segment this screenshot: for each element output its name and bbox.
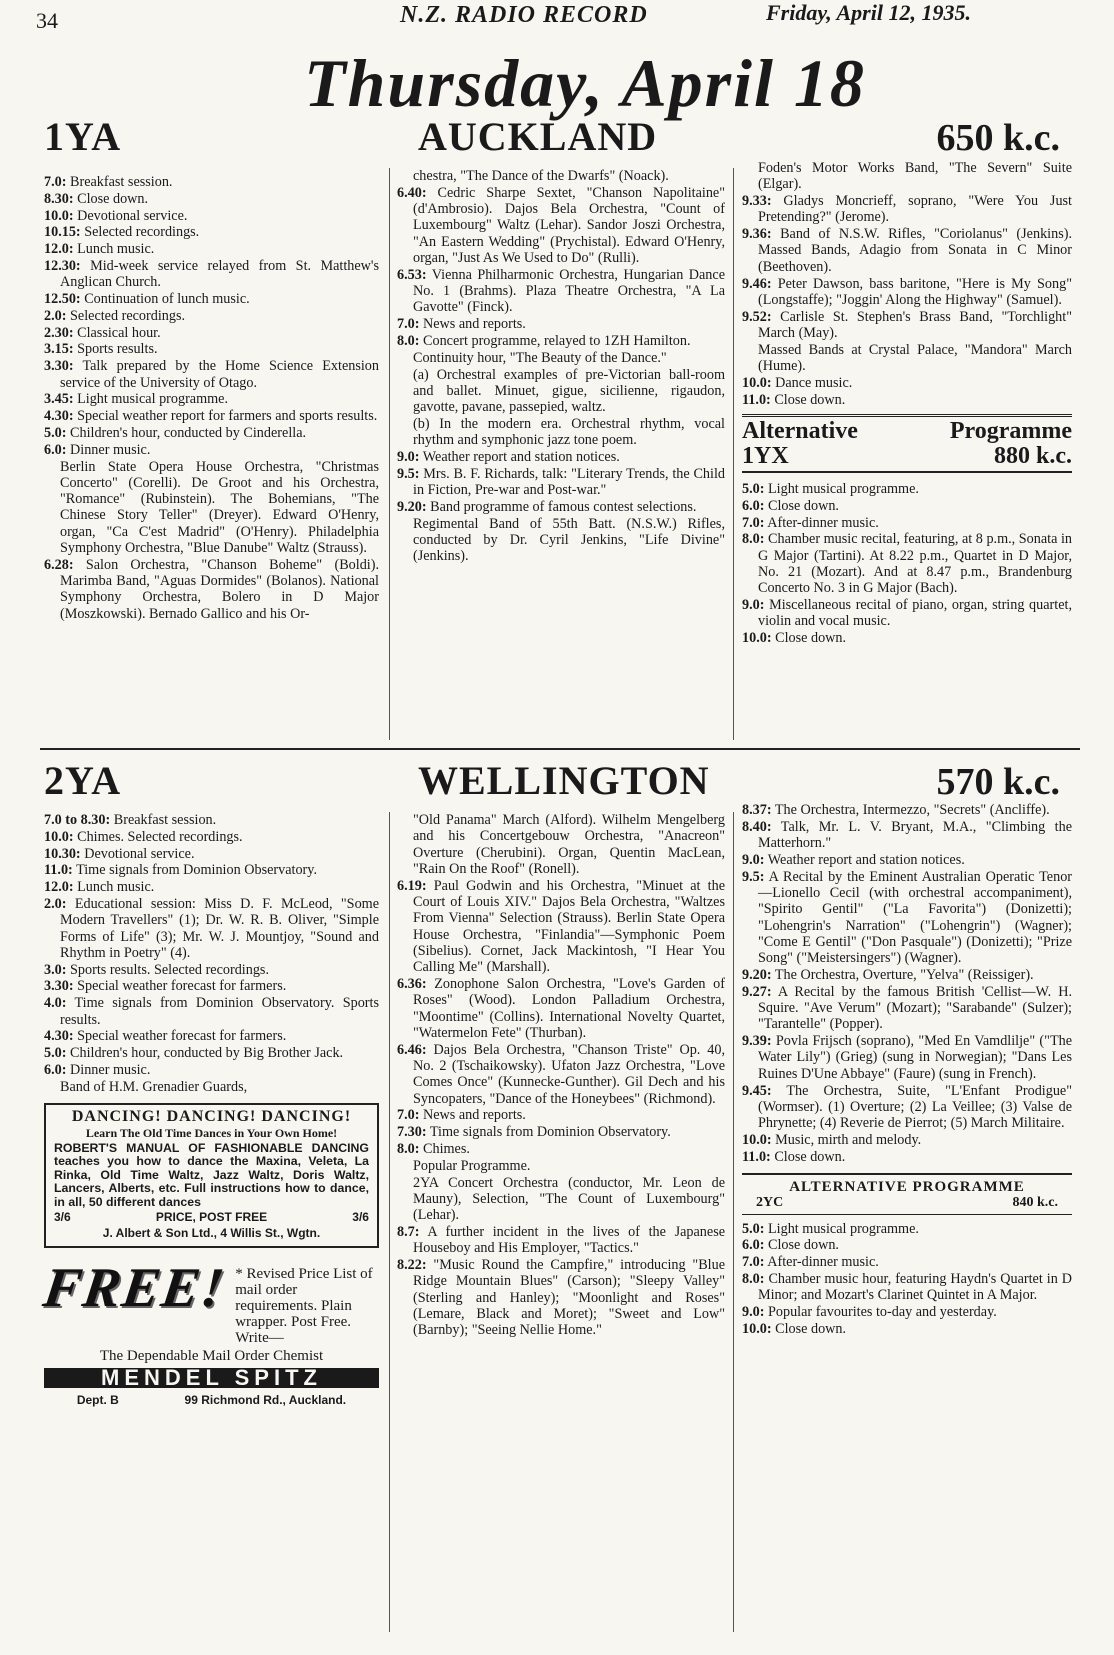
programme-entry — [44, 442, 379, 458]
programme-entry — [742, 392, 1072, 408]
programme-time: 10.0: — [742, 1131, 772, 1148]
programme-entry — [742, 1271, 1072, 1304]
programme-text: Selected recordings. — [70, 307, 186, 324]
programme-text: Special weather report for farmers and sports results. — [77, 408, 378, 425]
programme-time: 8.0: — [742, 1271, 765, 1288]
programme-entry — [44, 557, 379, 622]
alt-programme-1yx-list — [742, 481, 1072, 646]
programme-text: Popular favourites to-day and yesterday. — [768, 1304, 997, 1321]
alt-freq-2yc: 840 k.c. — [1012, 1195, 1058, 1211]
programme-text: Close down. — [775, 630, 847, 647]
dancing-ad-subtitle: Learn The Old Time Dances in Your Own Home! — [85, 1126, 338, 1141]
programme-text: Light musical programme. — [77, 391, 229, 408]
programme-time: 12.0: — [44, 241, 74, 258]
mendel-ad-address — [44, 1392, 379, 1408]
programme-text: After-dinner music. — [767, 1254, 879, 1271]
programme-time: 8.30: — [44, 190, 74, 207]
programme-time: 12.50: — [44, 291, 81, 308]
programme-text: Sports results. — [77, 341, 158, 358]
programme-time: 9.36: — [742, 226, 772, 243]
programme-time: 9.5: — [742, 868, 765, 885]
column-rule — [733, 168, 734, 740]
free-logo: FREE! — [39, 1256, 230, 1319]
programme-text: Mrs. B. F. Richards, talk: "Literary Trends, the Child in Fiction, Pre-war and Post-war." — [413, 465, 726, 499]
programme-text: The Orchestra, Suite, "L'Enfant Prodigue" (Wormser). (1) Overture; (2) La Veillee; (3) Valse de Phrynette; (4) Reverie de Pierrot; (5) March Militaire. — [758, 1082, 1073, 1132]
programme-text: Special weather forecast for farmers. — [77, 1028, 287, 1045]
programme-time: 10.0: — [44, 207, 74, 224]
programme-time: 3.30: — [44, 978, 74, 995]
programme-entry — [44, 896, 379, 961]
programme-time: 12.30: — [44, 257, 81, 274]
price-right: 3/6 — [352, 1210, 369, 1225]
programme-text: Vienna Philharmonic Orchestra, Hungarian Dance No. 1 (Brahms). Plaza Theatre Orchestra, "A La Gavotte" (Finck). — [413, 266, 725, 316]
mendel-dept: Dept. B — [76, 1393, 119, 1408]
programme-text: Light musical programme. — [768, 480, 919, 497]
publication-title: N.Z. RADIO RECORD — [400, 2, 648, 28]
programme-text: News and reports. — [423, 316, 526, 333]
column-rule — [389, 812, 390, 1632]
programme-text: Close down. — [774, 391, 846, 408]
programme-time: 7.30: — [397, 1124, 427, 1141]
programme-text: Children's hour, conducted by Cinderella. — [70, 424, 307, 441]
programme-entry — [44, 258, 379, 291]
programme-entry — [742, 498, 1072, 514]
programme-text: Time signals from Dominion Observatory. — [76, 862, 317, 879]
programme-text: Salon Orchestra, "Chanson Boheme" (Boldi). Marimba Band, "Aguas Dormides" (Bolanos). National Symphony Orchestra, Bolero in D Major (Moszkowski). Bernado Gallico and his Or- — [60, 556, 379, 622]
programme-time: 2.30: — [44, 324, 74, 341]
wellington-header — [44, 752, 1074, 804]
programme-time: 9.27: — [742, 983, 772, 1000]
programme-text: Close down. — [77, 190, 149, 207]
programme-text: chestra, "The Dance of the Dwarfs" (Noack). — [413, 168, 669, 184]
station-city-auckland: AUCKLAND — [418, 114, 658, 159]
programme-entry — [742, 1033, 1072, 1082]
programme-text: Educational session: Miss D. F. McLeod, "Some Modern Travellers" (1); Dr. W. R. B. Oliver, "Simple Forms of Life" (3); Mr. W. J. Mountjoy, "Sound and Rhythm in Poetry" (4). — [60, 895, 380, 961]
programme-entry — [44, 291, 379, 307]
programme-entry — [397, 267, 725, 316]
programme-text: Lunch music. — [77, 879, 155, 896]
programme-entry — [44, 1028, 379, 1044]
programme-entry — [742, 1304, 1072, 1320]
programme-text: Weather report and station notices. — [422, 449, 620, 466]
programme-entry — [742, 802, 1072, 818]
programme-text: Dinner music. — [70, 441, 151, 458]
wellington-col3-list — [742, 802, 1072, 1165]
programme-time: 10.0: — [742, 374, 772, 391]
programme-entry — [44, 391, 379, 407]
programme-entry — [44, 224, 379, 240]
programme-entry — [44, 459, 379, 557]
programme-entry — [397, 1224, 725, 1257]
programme-text: Gladys Moncrieff, soprano, "Were You Just Pretending?" (Jerome). — [758, 193, 1072, 226]
programme-text: Cedric Sharpe Sextet, "Chanson Napolitaine" (d'Ambrosio). Dajos Bela Orchestra, "Count of Luxembourg" Waltz (Lehar). Sandor Joszi Orchestra, "An Eastern Wedding" (Prychistal). Edward O'Henry, organ, "Just As We Used to Do" (Rulli). — [413, 184, 726, 266]
wellington-col1-list — [44, 812, 379, 1095]
programme-text: Regimental Band of 55th Batt. (N.S.W.) Rifles, conducted by Dr. Cyril Jenkins, "Life Divine" (Jenkins). — [413, 515, 725, 565]
programme-text: Concert programme, relayed to 1ZH Hamilton. — [423, 332, 691, 349]
programme-entry — [397, 812, 725, 877]
programme-entry — [44, 325, 379, 341]
programme-entry — [742, 375, 1072, 391]
programme-text: Miscellaneous recital of piano, organ, string quartet, violin and vocal music. — [758, 597, 1072, 630]
column-rule — [389, 168, 390, 740]
programme-time: 10.0: — [44, 828, 74, 845]
station-call-2ya: 2YA — [44, 758, 122, 803]
programme-time: 10.0: — [742, 1320, 772, 1337]
programme-time: 10.30: — [44, 845, 81, 862]
programme-text: "Music Round the Campfire," introducing "Blue Ridge Mountain Blues" (Carson); "Sleepy Valley" (Sterling and Hanley); "Moonlight and Roses" (Lemare, Black and Moret); "Sweet and Low" (Barnby); "Seeing Nellie Home." — [413, 1257, 726, 1339]
programme-text: Chamber music hour, featuring Haydn's Quartet in D Minor; and Mozart's Clarinet Quintet in A Major. — [758, 1271, 1073, 1304]
programme-time: 3.30: — [44, 358, 74, 375]
programme-text: Classical hour. — [77, 324, 161, 341]
programme-entry — [44, 358, 379, 391]
alt-title-right: Programme — [949, 417, 1072, 444]
programme-time: 7.0: — [44, 174, 67, 190]
programme-entry — [397, 878, 725, 976]
programme-text: Popular Programme. — [413, 1157, 531, 1174]
programme-time: 9.0: — [397, 449, 420, 466]
programme-text: Devotional service. — [77, 207, 188, 224]
programme-entry — [44, 1079, 379, 1095]
programme-time: 5.0: — [742, 1220, 765, 1237]
programme-text: Mid-week service relayed from St. Matthew's Anglican Church. — [60, 257, 380, 291]
programme-time: 8.0: — [742, 531, 765, 548]
programme-entry — [397, 367, 725, 416]
programme-entry — [44, 1062, 379, 1078]
programme-text: Chamber music recital, featuring, at 8 p.m., Sonata in G Major (Tartini). At 8.22 p.m., Quartet in D Major, No. 21 (Mozart). And at 8.47 p.m., Brandenburg Concerto No. 3 in G Major (Bach). — [758, 531, 1073, 597]
programme-time: 3.0: — [44, 961, 67, 978]
programme-text: Band of H.M. Grenadier Guards, — [60, 1078, 248, 1095]
programme-time: 8.0: — [397, 1140, 420, 1157]
programme-time: 6.28: — [44, 556, 74, 573]
programme-time: 6.0: — [44, 441, 67, 458]
programme-time: 11.0: — [44, 862, 73, 879]
programme-entry — [44, 208, 379, 224]
alt2-title: ALTERNATIVE PROGRAMME — [789, 1179, 1025, 1196]
programme-time: 5.0: — [44, 424, 67, 441]
programme-time: 8.7: — [397, 1223, 420, 1240]
programme-text: Berlin State Opera House Orchestra, "Christmas Concerto" (Corelli). De Groot and his Orchestra, "Romance" (Rubinstein). The Bohemians, "The Chinese Story Teller" (Dreyer). Edward O'Henry, organ, "Ca C'est Madrid" (O'Henry). Philadelphia Symphony Orchestra, "Blue Danube" Waltz (Strauss). — [60, 458, 379, 557]
programme-entry — [44, 191, 379, 207]
programme-entry — [44, 174, 379, 190]
programme-text: (a) Orchestral examples of pre-Victorian ball-room and ballet. Minuet, gigue, sicilienne, rigaudon, gavotte, pavane, passepied, waltz. — [413, 366, 725, 416]
programme-text: Talk, Mr. L. V. Bryant, M.A., "Climbing the Matterhorn." — [758, 818, 1073, 852]
programme-text: Dajos Bela Orchestra, "Chanson Triste" Op. 40, No. 2 (Tschaikowsky). Ufaton Jazz Orchestra, "Love Comes Once" (Kunnecke-Gunther). Gil Dech and his Syncopaters, "Dance of the Honeybees" (Richmond). — [413, 1041, 725, 1107]
programme-entry — [44, 425, 379, 441]
programme-time: 9.0: — [742, 851, 765, 868]
programme-time: 9.46: — [742, 275, 772, 292]
programme-text: Povla Frijsch (soprano), "Med En Vamdlilje" ("The Water Lily") (Grieg) (sung in Norwegian); "Dans Les Ruines D'Une Abbaye" (Faure) (sung in French). — [758, 1033, 1072, 1082]
dancing-ad-price — [54, 1209, 369, 1225]
programme-time: 4.30: — [44, 1028, 74, 1045]
programme-entry — [742, 226, 1072, 275]
wellington-column-3 — [742, 802, 1072, 1338]
programme-text: Breakfast session. — [113, 812, 217, 828]
programme-time: 9.0: — [742, 597, 765, 614]
mendel-ad-chemist: The Dependable Mail Order Chemist — [99, 1347, 324, 1364]
programme-text: Time signals from Dominion Observatory. — [429, 1124, 671, 1141]
programme-text: Special weather forecast for farmers. — [77, 978, 287, 995]
dancing-ad-title: DANCING! DANCING! DANCING! — [71, 1108, 352, 1126]
programme-entry — [44, 308, 379, 324]
programme-text: Selected recordings. — [84, 224, 200, 241]
programme-time: 6.53: — [397, 266, 427, 283]
programme-entry — [742, 481, 1072, 497]
programme-entry — [742, 1221, 1072, 1237]
programme-time: 9.20: — [397, 498, 427, 515]
programme-time: 11.0: — [742, 1148, 771, 1165]
programme-entry — [397, 449, 725, 465]
programme-time: 8.22: — [397, 1257, 427, 1274]
programme-entry — [44, 978, 379, 994]
programme-entry — [742, 1254, 1072, 1270]
programme-text: 2YA Concert Orchestra (conductor, Mr. Leon de Mauny), Selection, "The Count of Luxembourg" (Lehar). — [413, 1174, 725, 1224]
alt-programme-2yc-list — [742, 1221, 1072, 1338]
programme-text: Close down. — [775, 1320, 847, 1337]
auckland-section — [44, 108, 1074, 647]
programme-time: 2.0: — [44, 307, 67, 324]
programme-entry — [742, 1321, 1072, 1337]
programme-entry — [397, 333, 725, 349]
price-label: PRICE, POST FREE — [155, 1210, 268, 1225]
programme-time: 7.0 to 8.30: — [44, 812, 111, 828]
programme-entry — [44, 829, 379, 845]
wellington-section — [39, 752, 1074, 1408]
programme-text: Music, mirth and melody. — [775, 1131, 922, 1148]
dancing-advert — [44, 1103, 379, 1248]
programme-entry — [742, 276, 1072, 309]
programme-entry — [742, 193, 1072, 226]
programme-time: 9.20: — [742, 966, 772, 983]
programme-time: 9.45: — [742, 1082, 772, 1099]
programme-time: 10.15: — [44, 224, 81, 241]
programme-entry — [44, 241, 379, 257]
programme-entry — [742, 597, 1072, 630]
programme-entry — [742, 309, 1072, 342]
programme-text: Chimes. Selected recordings. — [77, 828, 243, 845]
programme-text: Breakfast session. — [70, 174, 173, 190]
mendel-spitz-advert — [39, 1256, 379, 1409]
programme-entry — [397, 185, 725, 266]
programme-text: News and reports. — [423, 1107, 526, 1124]
alt-freq-1yx: 880 k.c. — [994, 442, 1072, 469]
programme-text: Paul Godwin and his Orchestra, "Minuet at the Court of Louis XIV." Dajos Bela Orchestra, "Waltzes From Vienna" Selection (Strauss). Berlin State Opera House Orchestra, "Finlandia"—Symphonic Poem (Sibelius). Cornet, Jack Mackintosh, "I Hear You Calling Me" (Marshall). — [413, 877, 726, 976]
programme-text: A Recital by the Eminent Australian Operatic Tenor—Lionello Cecil (with orchestral accompaniment), "Spirito Gentil" ("La Favorita") (Donizetti); "Lohengrin's Narration" ("Lohengrin") (Wagner); "Come E Gentil" ("Don Pasquale") (Donizetti); "Prize Song" ("Meistersingers") (Wagner). — [758, 868, 1073, 967]
programme-text: Close down. — [768, 497, 839, 514]
auckland-col3-list — [742, 160, 1072, 408]
programme-time: 7.0: — [397, 1107, 420, 1124]
page-number: 34 — [36, 8, 58, 33]
programme-time: 7.0: — [742, 514, 765, 531]
programme-entry — [397, 1175, 725, 1224]
programme-entry — [742, 819, 1072, 852]
programme-time: 8.0: — [397, 332, 420, 349]
programme-text: Children's hour, conducted by Big Brother Jack. — [70, 1045, 344, 1062]
programme-entry — [742, 852, 1072, 868]
station-city-wellington: WELLINGTON — [418, 758, 710, 803]
programme-text: Weather report and station notices. — [767, 851, 965, 868]
programme-entry — [742, 984, 1072, 1033]
programme-time: 6.0: — [742, 1237, 765, 1254]
programme-text: Band programme of famous contest selections. — [430, 498, 697, 515]
programme-entry — [397, 1042, 725, 1107]
alt-call-2yc: 2YC — [756, 1195, 784, 1211]
station-frequency-1ya: 650 k.c. — [936, 117, 1060, 159]
programme-entry — [742, 869, 1072, 967]
programme-entry — [397, 350, 725, 366]
programme-entry — [742, 160, 1072, 193]
programme-entry — [397, 416, 725, 449]
programme-text: Close down. — [774, 1148, 846, 1165]
programme-text: After-dinner music. — [767, 514, 879, 531]
alt-programme-1yx-header — [742, 414, 1072, 473]
programme-time: 6.36: — [397, 975, 427, 992]
programme-text: Dance music. — [775, 374, 853, 391]
programme-entry — [44, 846, 379, 862]
programme-text: Light musical programme. — [768, 1220, 919, 1237]
programme-time: 6.19: — [397, 877, 427, 894]
station-frequency-2ya: 570 k.c. — [936, 761, 1060, 803]
programme-entry — [397, 1257, 725, 1338]
programme-entry — [742, 1237, 1072, 1253]
programme-entry — [397, 499, 725, 515]
programme-time: 2.0: — [44, 895, 67, 912]
programme-text: Zonophone Salon Orchestra, "Love's Garden of Roses" (Wood). London Palladium Orchestra, "Moontime" (Collins). International Novelty Quartet, "Watermelon Fete" (Thurban). — [413, 975, 725, 1041]
programme-entry — [742, 1149, 1072, 1165]
programme-text: (b) In the modern era. Orchestral rhythm, vocal rhythm and symphonic jazz tone poem. — [413, 415, 725, 449]
programme-text: Talk prepared by the Home Science Extension service of the University of Otago. — [60, 358, 379, 391]
programme-time: 9.33: — [742, 193, 772, 210]
auckland-column-3 — [742, 160, 1072, 647]
programme-text: Sports results. Selected recordings. — [70, 961, 269, 978]
programme-time: 3.15: — [44, 341, 74, 358]
programme-text: Band of N.S.W. Rifles, "Coriolanus" (Jenkins). Massed Bands, Adagio from Sonata in C Minor (Beethoven). — [758, 226, 1072, 275]
station-call-1ya: 1YA — [44, 114, 122, 159]
programme-entry — [44, 962, 379, 978]
programme-entry — [397, 168, 725, 184]
programme-time: 10.0: — [742, 630, 772, 647]
alt-title-left: Alternative — [742, 417, 858, 444]
programme-entry — [44, 1045, 379, 1061]
wellington-column-1 — [39, 812, 380, 1409]
programme-time: 9.52: — [742, 308, 772, 325]
section-divider — [40, 748, 1080, 750]
dancing-ad-body: ROBERT'S MANUAL OF FASHIONABLE DANCING teaches you how to dance the Maxina, Veleta, La Rinka, Old Time Waltz, Jazz Waltz, Doris Waltz, Lancers, Alberts, etc. Full instructions how to dance, in all, 50 different dances — [54, 1140, 369, 1209]
programme-text: Peter Dawson, bass baritone, "Here is My Song" (Longstaffe); "Joggin' Along the Highway" (Samuel). — [758, 275, 1073, 308]
dancing-ad-footer: J. Albert & Son Ltd., 4 Willis St., Wgtn. — [102, 1226, 321, 1241]
auckland-header — [44, 108, 1074, 160]
issue-date: Friday, April 12, 1935. — [766, 0, 971, 25]
mendel-ad-text: * Revised Price List of mail order requirements. Plain wrapper. Post Free. Write— — [235, 1265, 373, 1346]
programme-entry — [397, 976, 725, 1041]
price-left: 3/6 — [54, 1210, 71, 1225]
programme-entry — [44, 341, 379, 357]
programme-entry — [742, 1083, 1072, 1132]
programme-text: Dinner music. — [70, 1061, 151, 1078]
programme-text: Lunch music. — [77, 241, 155, 258]
programme-entry — [742, 1132, 1072, 1148]
programme-entry — [44, 995, 379, 1028]
mendel-spitz-banner: MENDEL SPITZ — [44, 1368, 379, 1388]
alt-programme-2yc-header — [742, 1173, 1072, 1215]
programme-entry — [742, 342, 1072, 375]
programme-time: 3.45: — [44, 391, 74, 408]
programme-text: Foden's Motor Works Band, "The Severn" Suite (Elgar). — [758, 160, 1072, 193]
programme-time: 5.0: — [44, 1045, 67, 1062]
programme-text: Continuation of lunch music. — [84, 291, 250, 308]
programme-time: 8.40: — [742, 818, 772, 835]
programme-time: 7.0: — [397, 316, 420, 333]
programme-entry — [397, 316, 725, 332]
programme-time: 12.0: — [44, 879, 74, 896]
programme-text: Devotional service. — [84, 845, 195, 862]
programme-time: 6.0: — [742, 497, 765, 514]
programme-time: 11.0: — [742, 391, 771, 408]
column-rule — [733, 812, 734, 1632]
programme-entry — [44, 879, 379, 895]
programme-time: 9.5: — [397, 465, 420, 482]
programme-entry — [44, 812, 379, 828]
programme-entry — [397, 1107, 725, 1123]
programme-time: 5.0: — [742, 480, 765, 497]
auckland-column-2 — [397, 168, 725, 565]
programme-entry — [44, 408, 379, 424]
programme-time: 9.0: — [742, 1304, 765, 1321]
programme-entry — [44, 862, 379, 878]
programme-entry — [742, 630, 1072, 646]
programme-text: Carlisle St. Stephen's Brass Band, "Torchlight" March (May). — [758, 308, 1072, 341]
auckland-column-1 — [44, 174, 379, 623]
alt-call-1yx: 1YX — [742, 442, 789, 469]
programme-entry — [397, 1158, 725, 1174]
programme-text: Time signals from Dominion Observatory. Sports results. — [60, 995, 379, 1028]
programme-entry — [397, 1141, 725, 1157]
programme-entry — [742, 531, 1072, 596]
programme-time: 7.0: — [742, 1254, 765, 1271]
mendel-address: 99 Richmond Rd., Auckland. — [184, 1393, 347, 1408]
day-title: Thursday, April 18 — [304, 45, 866, 121]
programme-text: Massed Bands at Crystal Palace, "Mandora" March (Hume). — [758, 341, 1072, 375]
programme-text: Close down. — [768, 1237, 839, 1254]
programme-text: "Old Panama" March (Alford). Wilhelm Mengelberg and his Concertgebouw Orchestra, "Anacreon" Overture (Cherubini). Organ, Quentin MacLean, "Rain On the Roof" (Ronell). — [413, 812, 725, 877]
programme-text: Continuity hour, "The Beauty of the Dance." — [413, 349, 667, 366]
programme-entry — [397, 516, 725, 565]
programme-text: The Orchestra, Intermezzo, "Secrets" (Ancliffe). — [774, 802, 1050, 818]
programme-entry — [397, 466, 725, 499]
programme-text: The Orchestra, Overture, "Yelva" (Reissiger). — [774, 966, 1034, 983]
programme-time: 4.30: — [44, 408, 74, 425]
programme-time: 8.37: — [742, 802, 772, 818]
programme-entry — [742, 515, 1072, 531]
programme-time: 4.0: — [44, 995, 67, 1012]
programme-entry — [397, 1124, 725, 1140]
programme-time: 6.46: — [397, 1041, 427, 1058]
wellington-column-2 — [397, 812, 725, 1339]
programme-time: 6.40: — [397, 184, 427, 201]
programme-text: Chimes. — [423, 1140, 470, 1157]
programme-text: A Recital by the famous British 'Cellist—W. H. Squire. "Ave Verum" (Mozart); "Sarabande" (Sulzer); "Tarantelle" (Popper). — [758, 983, 1073, 1033]
programme-entry — [742, 967, 1072, 983]
programme-time: 9.39: — [742, 1033, 772, 1050]
programme-time: 6.0: — [44, 1061, 67, 1078]
programme-text: A further incident in the lives of the Japanese Houseboy and His Employer, "Tactics." — [413, 1223, 726, 1257]
